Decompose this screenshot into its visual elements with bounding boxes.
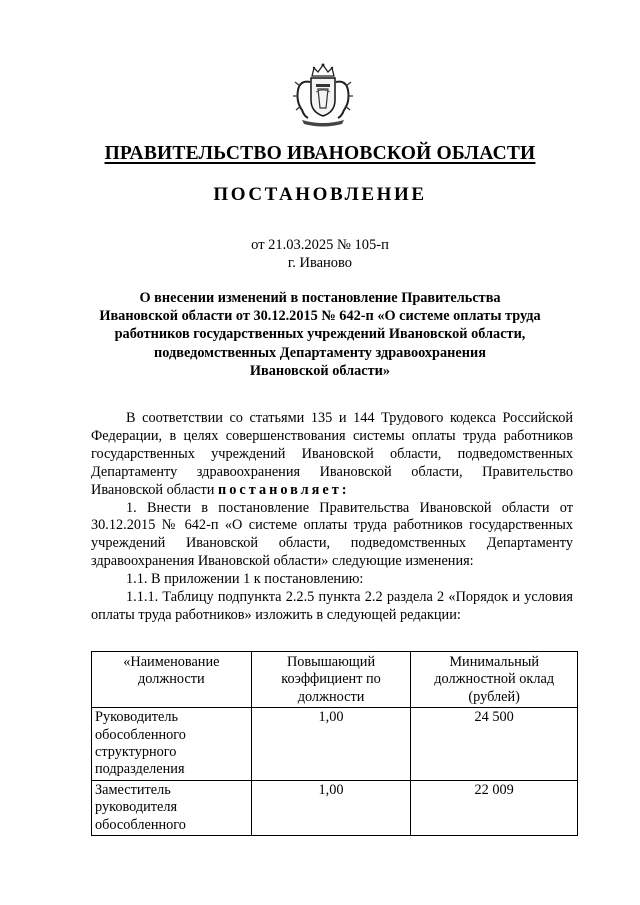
document-type: ПОСТАНОВЛЕНИЕ xyxy=(213,184,427,205)
document-city: г. Иваново xyxy=(287,255,353,271)
paragraph-preamble xyxy=(91,410,573,500)
position-cell: Руководитель обособленного структурного подразделения xyxy=(92,708,252,781)
subject-line: подведомственных Департаменту здравоохранения xyxy=(154,344,486,361)
subject-line: Ивановской области от 30.12.2015 № 642-п «О системе оплаты труда xyxy=(99,308,541,325)
subject-line: Ивановской области» xyxy=(249,362,391,379)
position-cell: Заместитель руководителя обособленного xyxy=(92,780,252,835)
paragraph-item-1-1-1: 1.1.1. Таблицу подпункта 2.2.5 пункта 2.2 раздела 2 «Порядок и условия оплаты труда работников» изложить в следующей редакции: xyxy=(91,589,573,623)
paragraph-item-1: 1. Внести в постановление Правительства Ивановской области от 30.12.2015 № 642-п «О системе оплаты труда работников государственных учреждений Ивановской области, подведомственных Департаменту здравоохранения Ивановской области» следующие изменения: xyxy=(91,499,573,570)
document-subject xyxy=(80,289,560,380)
salary-table xyxy=(91,651,578,836)
salary-cell: 22 009 xyxy=(411,780,578,835)
salary-cell: 24 500 xyxy=(411,708,578,781)
government-name: ПРАВИТЕЛЬСТВО ИВАНОВСКОЙ ОБЛАСТИ xyxy=(104,143,536,164)
table-row xyxy=(92,780,578,835)
resolves-word: постановляет: xyxy=(218,481,350,498)
document-date-number: от 21.03.2025 № 105-п xyxy=(251,237,389,253)
document-body xyxy=(91,410,573,625)
preamble-text: В соответствии со статьями 135 и 144 Трудового кодекса Российской Федерации, в целях совершенствования системы оплаты труда работников государственных учреждений Ивановской области, подведомственных Департаменту здравоохранения Ивановской области, Правительство Ивановской области xyxy=(91,410,573,498)
table-header-row xyxy=(92,652,578,708)
subject-line: О внесении изменений в постановление Правительства xyxy=(139,290,501,306)
coefficient-cell: 1,00 xyxy=(251,708,411,781)
header-coefficient: Повышающий коэффициент по должности xyxy=(251,652,411,708)
header-position: «Наименование должности xyxy=(92,652,252,708)
paragraph-item-1-1: 1.1. В приложении 1 к постановлению: xyxy=(126,571,364,588)
subject-line: работников государственных учреждений Ивановской области, xyxy=(114,326,526,343)
coefficient-cell: 1,00 xyxy=(251,780,411,835)
table-row xyxy=(92,708,578,781)
coat-of-arms-icon xyxy=(292,62,354,128)
header-salary: Минимальный должностной оклад (рублей) xyxy=(411,652,578,708)
